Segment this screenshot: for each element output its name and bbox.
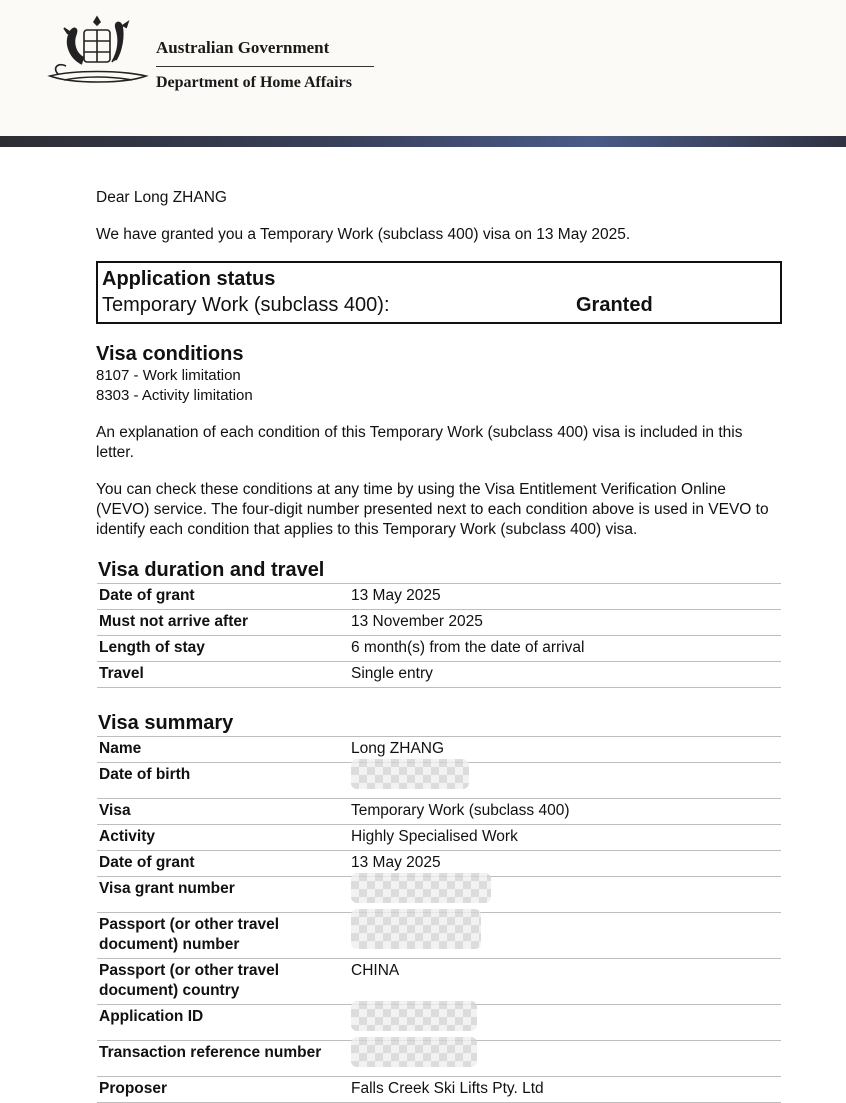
agency-name: [156, 38, 374, 92]
salutation: Dear Long ZHANG: [96, 189, 227, 206]
table-row: Visa Temporary Work (subclass 400): [97, 799, 781, 825]
table-row: Travel Single entry: [97, 662, 781, 688]
summary-table: [97, 736, 781, 1103]
duration-title: Visa duration and travel: [98, 559, 325, 581]
visa-conditions-title: Visa conditions: [96, 343, 244, 365]
application-status-title: Application status: [102, 268, 276, 290]
table-row: Transaction reference number: [97, 1041, 781, 1077]
application-status-box: [96, 261, 782, 324]
letterhead: [0, 0, 846, 136]
duration-table: [97, 583, 781, 688]
table-row: Activity Highly Specialised Work: [97, 825, 781, 851]
redacted-value: [351, 909, 481, 949]
table-row: Date of grant 13 May 2025: [97, 584, 781, 610]
redacted-value: [351, 759, 469, 789]
coat-of-arms-icon: [44, 14, 152, 94]
condition-item: 8303 - Activity limitation: [96, 387, 253, 404]
table-row: Application ID: [97, 1005, 781, 1041]
status-visa-label: Temporary Work (subclass 400):: [102, 294, 390, 316]
status-value: Granted: [576, 294, 653, 316]
table-row: Visa grant number: [97, 877, 781, 913]
condition-item: 8107 - Work limitation: [96, 367, 241, 384]
vevo-note: You can check these conditions at any time by using the Visa Entitlement Verification Online (VEVO) service. The four-digit number presented next to each condition above is used in VEVO to identify each condition that applies to this Temporary Work (subclass 400) visa.: [96, 481, 769, 538]
table-row: Date of birth: [97, 763, 781, 799]
table-row: Length of stay 6 month(s) from the date of arrival: [97, 636, 781, 662]
table-row: Date of grant 13 May 2025: [97, 851, 781, 877]
government-name: Australian Government: [156, 38, 374, 67]
header-band: [0, 136, 846, 147]
redacted-value: [351, 873, 491, 903]
redacted-value: [351, 1001, 477, 1031]
grant-intro: We have granted you a Temporary Work (subclass 400) visa on 13 May 2025.: [96, 226, 631, 243]
table-row: Proposer Falls Creek Ski Lifts Pty. Ltd: [97, 1077, 781, 1103]
table-row: Name Long ZHANG: [97, 737, 781, 763]
table-row: Passport (or other travel document) country CHINA: [97, 959, 781, 1005]
visa-conditions-list: [96, 366, 782, 406]
table-row: Passport (or other travel document) number: [97, 913, 781, 959]
summary-title: Visa summary: [98, 712, 234, 734]
department-name: Department of Home Affairs: [156, 74, 352, 91]
table-row: Must not arrive after 13 November 2025: [97, 610, 781, 636]
redacted-value: [351, 1037, 477, 1067]
conditions-explanation: An explanation of each condition of this Temporary Work (subclass 400) visa is included in this letter.: [96, 424, 743, 461]
letter-body: [96, 188, 782, 1103]
